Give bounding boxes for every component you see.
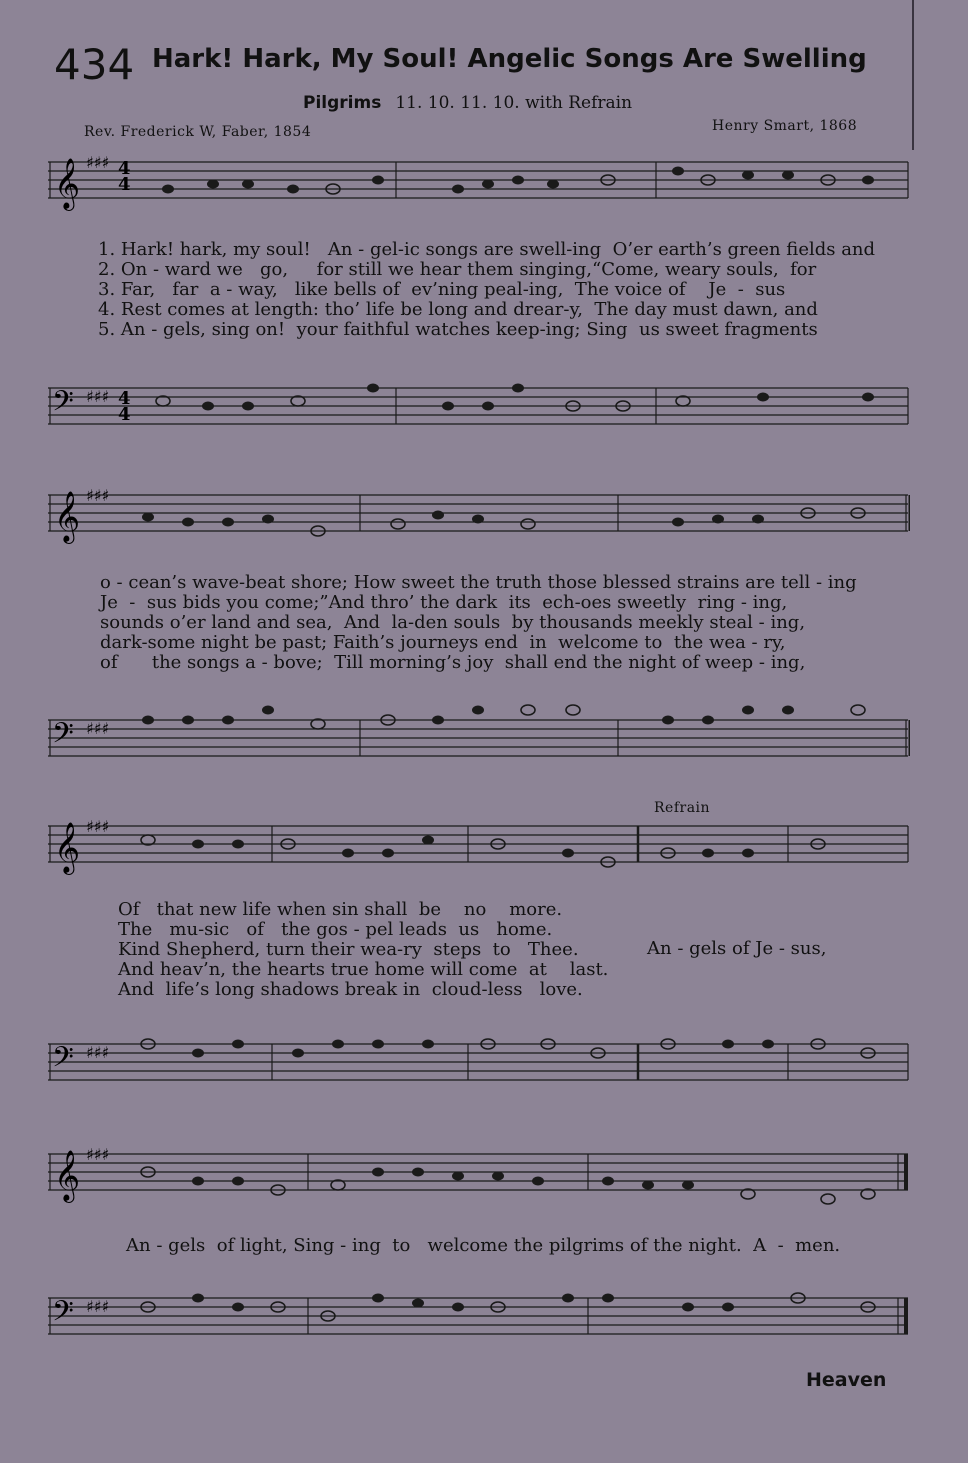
- bass-staff-svg: [48, 700, 910, 784]
- refrain-lyrics: [126, 1236, 840, 1256]
- svg-text:♯♯♯: ♯♯♯: [86, 153, 110, 172]
- bass-staff-2: [48, 700, 910, 784]
- svg-text:♯♯♯: ♯♯♯: [86, 817, 110, 836]
- lyric-line: 1. Hark! hark, my soul! An - gel-ic songs are swell-ing O’er earth’s green fields and: [98, 239, 876, 260]
- lyric-line: Je - sus bids you come;”And thro’ the dark its ech-oes sweetly ring - ing,: [100, 592, 788, 613]
- svg-text:𝄞: 𝄞: [54, 1150, 81, 1201]
- lyric-line: o - cean’s wave-beat shore; How sweet the truth those blessed strains are tell - ing: [100, 572, 857, 593]
- refrain-lyric-start: An - gels of Je - sus,: [647, 938, 827, 959]
- svg-text:♯♯♯: ♯♯♯: [86, 1145, 110, 1164]
- bass-staff-1: [48, 368, 910, 452]
- lyric-line: Kind Shepherd, turn their wea-ry steps to Thee.: [118, 939, 579, 960]
- lyric-line: 3. Far, far a - way, like bells of ev’ning peal-ing, The voice of Je - sus: [98, 279, 786, 300]
- svg-text:4: 4: [118, 404, 131, 425]
- svg-text:𝄞: 𝄞: [54, 822, 81, 873]
- svg-text:♯♯♯: ♯♯♯: [86, 719, 110, 738]
- section-label: Heaven: [806, 1369, 887, 1391]
- bass-staff-4: [48, 1270, 910, 1360]
- svg-text:𝄢: 𝄢: [52, 1041, 74, 1081]
- lyric-line: dark-some night be past; Faith’s journeys end in welcome to the wea - ry,: [100, 632, 786, 653]
- svg-text:𝄢: 𝄢: [52, 385, 74, 425]
- treble-staff-2: [48, 475, 910, 575]
- treble-staff-svg: [48, 140, 910, 240]
- lyric-line: sounds o’er land and sea, And la-den souls by thousands meekly steal - ing,: [100, 612, 806, 633]
- tune-name: Pilgrims: [303, 93, 382, 113]
- lyric-line: And heav’n, the hearts true home will come at last.: [118, 959, 609, 980]
- treble-staff-4: [48, 1136, 910, 1236]
- svg-text:4: 4: [118, 388, 131, 409]
- verse-lyrics-2: [100, 573, 857, 673]
- lyric-line: An - gels of light, Sing - ing to welcome the pilgrims of the night. A - men.: [126, 1235, 841, 1256]
- lyric-line: 2. On - ward we go, for still we hear them singing,“Come, weary souls, for: [98, 259, 817, 280]
- treble-staff-svg: [48, 800, 910, 900]
- bass-staff-svg: [48, 1270, 910, 1360]
- lyric-line: Of that new life when sin shall be no more.: [118, 899, 563, 920]
- tune-info: [303, 93, 632, 113]
- lyric-line: of the songs a - bove; Till morning’s joy shall end the night of weep - ing,: [100, 652, 806, 673]
- treble-staff-svg: [48, 475, 910, 575]
- treble-staff-svg: [48, 1136, 910, 1236]
- lyric-line: 5. An - gels, sing on! your faithful watches keep-ing; Sing us sweet fragments: [98, 319, 818, 340]
- lyric-line: And life’s long shadows break in cloud-less love.: [118, 979, 583, 1000]
- lyric-line: 4. Rest comes at length: tho’ life be long and drear-y, The day must dawn, and: [98, 299, 818, 320]
- svg-text:4: 4: [118, 158, 131, 179]
- composer: Henry Smart, 1868: [712, 118, 858, 134]
- verse-lyrics-1: [98, 240, 875, 340]
- bass-staff-svg: [48, 368, 910, 452]
- hymn-title: Hark! Hark, My Soul! Angelic Songs Are Swelling: [152, 44, 867, 74]
- svg-text:♯♯♯: ♯♯♯: [86, 387, 110, 406]
- treble-staff-3: [48, 800, 910, 900]
- meter: 11. 10. 11. 10. with Refrain: [395, 93, 633, 113]
- svg-text:𝄢: 𝄢: [52, 1295, 74, 1335]
- page-edge-line: [912, 0, 914, 150]
- svg-text:♯♯♯: ♯♯♯: [86, 1043, 110, 1062]
- bass-staff-svg: [48, 1022, 910, 1112]
- svg-text:♯♯♯: ♯♯♯: [86, 486, 110, 505]
- svg-text:♯♯♯: ♯♯♯: [86, 1297, 110, 1316]
- svg-text:4: 4: [118, 174, 131, 195]
- svg-text:𝄢: 𝄢: [52, 717, 74, 757]
- verse-lyrics-3: [118, 900, 608, 1000]
- author: Rev. Frederick W, Faber, 1854: [84, 124, 312, 140]
- svg-text:𝄞: 𝄞: [54, 491, 81, 542]
- hymn-number: 434: [54, 40, 135, 89]
- refrain-label: Refrain: [654, 800, 711, 816]
- svg-text:𝄞: 𝄞: [54, 158, 81, 209]
- bass-staff-3: [48, 1022, 910, 1112]
- lyric-line: The mu-sic of the gos - pel leads us home.: [118, 919, 553, 940]
- treble-staff-1: [48, 140, 910, 240]
